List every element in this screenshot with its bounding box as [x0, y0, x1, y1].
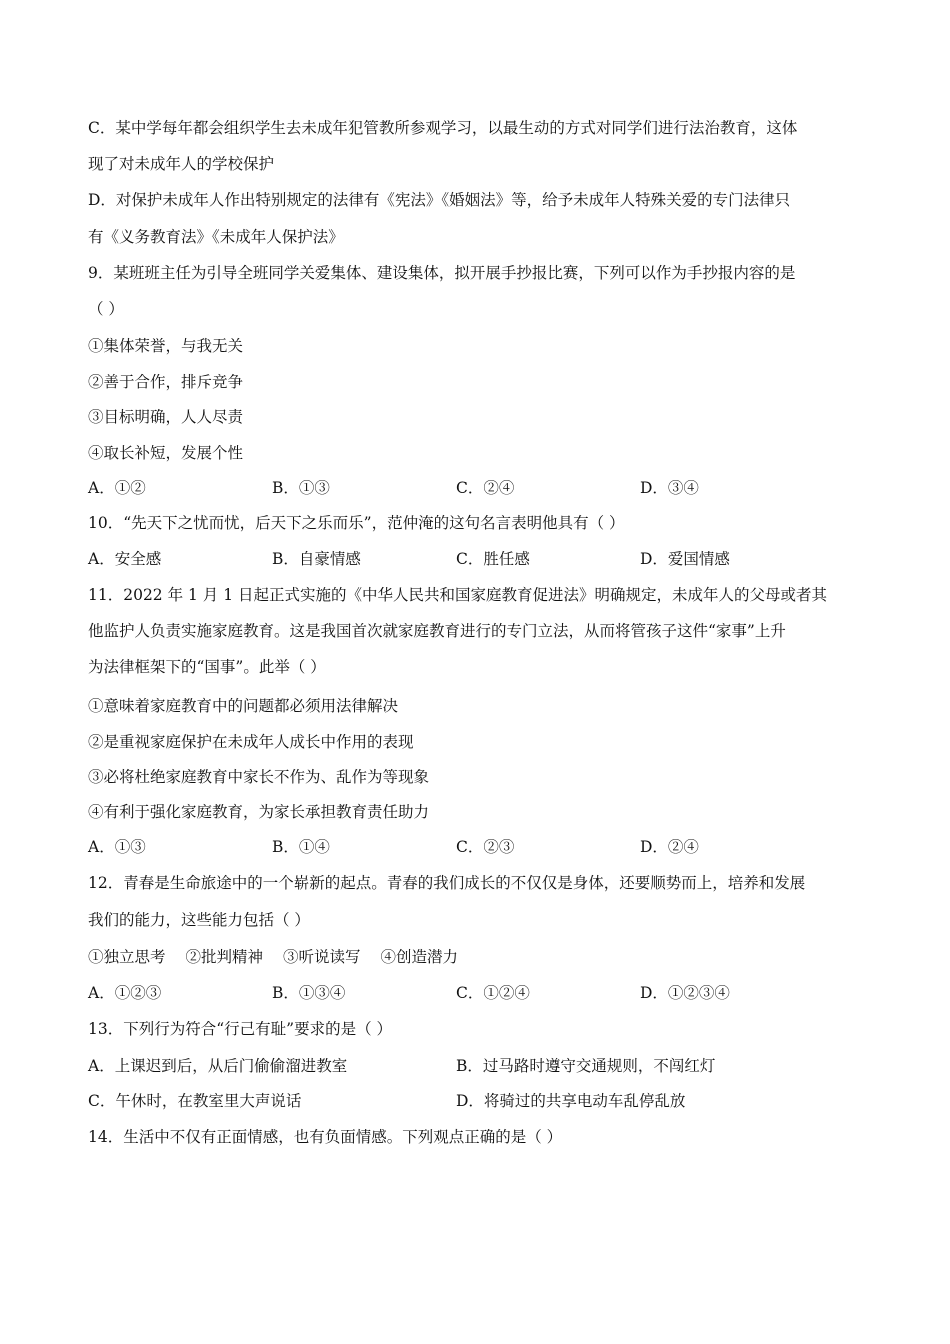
q12-stem-line1: 12．青春是生命旅途中的一个崭新的起点。青春的我们成长的不仅仅是身体，还要顺势而上，培养和发展 [88, 874, 806, 892]
q9-option-d[interactable]: D．③④ [640, 479, 699, 497]
q13-stem: 13．下列行为符合“行己有耻”要求的是（ ） [88, 1020, 392, 1038]
q12-items [88, 946, 478, 968]
q13-option-c[interactable]: C．午休时，在教室里大声说话 [88, 1092, 302, 1110]
q14-stem: 14．生活中不仅有正面情感，也有负面情感。下列观点正确的是（ ） [88, 1128, 563, 1146]
q8-option-c-line2: 现了对未成年人的学校保护 [88, 155, 275, 173]
q12-options [88, 982, 824, 1004]
q12-item-3: ③听说读写 [283, 948, 361, 966]
q12-option-d[interactable]: D．①②③④ [640, 984, 730, 1002]
q12-item-4: ④创造潜力 [380, 948, 459, 966]
q10-stem: 10．“先天下之忧而忧，后天下之乐而乐”，范仲淹的这句名言表明他具有（ ） [88, 514, 625, 532]
q11-option-b[interactable]: B．①④ [272, 838, 330, 856]
q11-stem-line2: 他监护人负责实施家庭教育。这是我国首次就家庭教育进行的专门立法，从而将管孩子这件“家事”上升 [88, 622, 786, 640]
q11-item-3: ③必将杜绝家庭教育中家长不作为、乱作为等现象 [88, 768, 430, 786]
q9-stem-line2: （ ） [88, 300, 124, 318]
q13-option-d[interactable]: D．将骑过的共享电动车乱停乱放 [456, 1092, 686, 1110]
q10-option-b[interactable]: B．自豪情感 [272, 550, 361, 568]
q11-option-c[interactable]: C．②③ [456, 838, 515, 856]
q10-options [88, 548, 824, 570]
q10-option-a[interactable]: A．安全感 [88, 550, 162, 568]
q9-option-b[interactable]: B．①③ [272, 479, 330, 497]
q8-option-d-line2: 有《义务教育法》《未成年人保护法》 [88, 228, 344, 246]
q11-item-2: ②是重视家庭保护在未成年人成长中作用的表现 [88, 733, 414, 751]
q12-option-a[interactable]: A．①②③ [88, 984, 162, 1002]
q10-option-c[interactable]: C．胜任感 [456, 550, 530, 568]
q11-stem-line1: 11．2022 年 1 月 1 日起正式实施的《中华人民共和国家庭教育促进法》明确规定，未成年人的父母或者其 [88, 586, 828, 604]
q13-options-row1 [88, 1055, 824, 1077]
q8-option-d-line1: D．对保护未成年人作出特别规定的法律有《宪法》《婚姻法》等，给予未成年人特殊关爱的专门法律只 [88, 191, 791, 209]
q13-options-row2 [88, 1090, 824, 1112]
q9-options [88, 477, 824, 499]
q9-option-c[interactable]: C．②④ [456, 479, 515, 497]
q11-item-1: ①意味着家庭教育中的问题都必须用法律解决 [88, 697, 399, 715]
q11-option-d[interactable]: D．②④ [640, 838, 699, 856]
q9-item-2: ②善于合作，排斥竞争 [88, 373, 244, 391]
q12-stem-line2: 我们的能力，这些能力包括（ ） [88, 911, 310, 929]
q12-option-b[interactable]: B．①③④ [272, 984, 346, 1002]
q9-item-3: ③目标明确，人人尽责 [88, 408, 244, 426]
q12-option-c[interactable]: C．①②④ [456, 984, 530, 1002]
q9-item-4: ④取长补短，发展个性 [88, 444, 244, 462]
q8-option-c-line1: C．某中学每年都会组织学生去未成年犯管教所参观学习，以最生动的方式对同学们进行法治教育，这体 [88, 119, 798, 137]
q13-option-b[interactable]: B．过马路时遵守交通规则，不闯红灯 [456, 1057, 716, 1075]
q9-stem-line1: 9．某班班主任为引导全班同学关爱集体、建设集体，拟开展手抄报比赛，下列可以作为手抄报内容的是 [88, 264, 796, 282]
q10-option-d[interactable]: D．爱国情感 [640, 550, 730, 568]
q12-item-2: ②批判精神 [185, 948, 264, 966]
q13-option-a[interactable]: A．上课迟到后，从后门偷偷溜进教室 [88, 1057, 348, 1075]
q11-option-a[interactable]: A．①③ [88, 838, 146, 856]
q11-item-4: ④有利于强化家庭教育，为家长承担教育责任助力 [88, 803, 430, 821]
q11-stem-line3: 为法律框架下的“国事”。此举（ ） [88, 658, 326, 676]
q12-item-1: ①独立思考 [88, 948, 166, 966]
q9-item-1: ①集体荣誉，与我无关 [88, 337, 244, 355]
q9-option-a[interactable]: A．①② [88, 479, 146, 497]
q11-options [88, 836, 824, 858]
